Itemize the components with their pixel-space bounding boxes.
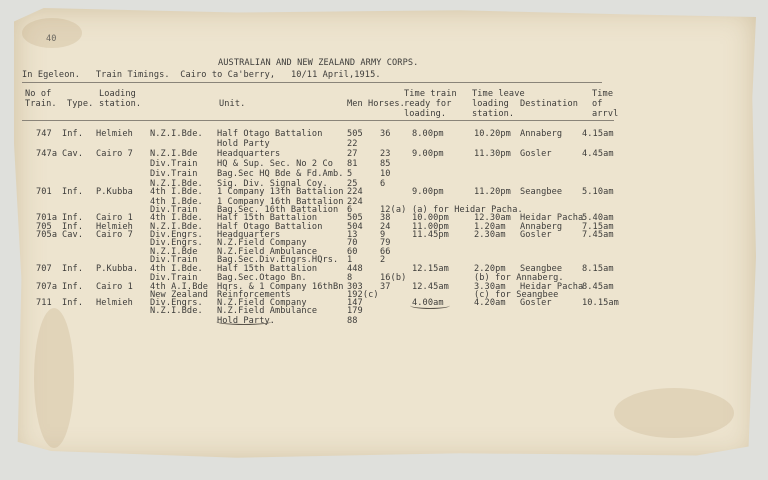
col-no-of-train: No of Train. [25,89,57,109]
cell-men: 192(c) [347,290,379,300]
cell-brigade: 4th I.Bde. [150,264,203,274]
cell-unit: Headquarters [217,230,281,240]
cell-type: Inf. [62,129,84,139]
cell-train: 705a [36,230,58,240]
cell-men: 448 [347,264,363,274]
col-destination: Destination [520,99,579,109]
cell-type: Cav. [62,149,84,159]
cell-horses: 2 [380,255,386,265]
cell-men: 27 [347,149,358,159]
col-horses: Horses. [368,99,405,109]
cell-horses: 79 [380,238,391,248]
cell-leave: 4.20am [474,298,506,308]
cell-arrival: 10.15am [582,298,619,308]
cell-unit: Half Otago Battalion [217,129,323,139]
cell-station: Cairo 1 [96,282,133,292]
cell-men: 70 [347,238,358,248]
cell-unit: Half 15th Battalion [217,264,318,274]
cell-station: Cairo 1 [96,213,133,223]
cell-train: 701a [36,213,58,223]
cell-station: P.Kubba [96,187,133,197]
col-loading-station: Loading station. [99,89,142,109]
cell-brigade: N.Z.I.Bde [150,149,198,159]
cell-horses: 36 [380,129,391,139]
cell-destination: Seangbee [520,187,563,197]
cell-brigade: Div.Engrs. [150,298,203,308]
cell-brigade: 4th I.Bde. [150,197,203,207]
cell-train: 707 [36,264,52,274]
cell-men: 147 [347,298,363,308]
cell-ready: 10.00pm [412,213,449,223]
cell-men: 88 [347,316,358,326]
cell-leave: (b) for Annaberg. [474,273,564,283]
cell-horses: 16(b) [380,273,407,283]
cell-brigade: New Zealand [150,290,209,300]
cell-unit: N.Z.Field Company [217,238,307,248]
cell-unit: Hqrs. & 1 Company 16thBn [217,282,344,292]
cell-station: Helmieh [96,298,133,308]
cell-unit: Bag.Sec.Div.Engrs.HQrs. [217,255,339,265]
cell-horses: 38 [380,213,391,223]
header-rule [22,82,602,83]
cell-brigade: Div.Train [150,159,198,169]
cell-destination: Heidar Pacha [520,213,584,223]
cell-men: 1 [347,255,353,265]
cell-brigade: Div.Engrs. [150,238,203,248]
cell-unit: 1 Company 13th Battalion [217,187,344,197]
cell-unit: Reinforcements [217,290,291,300]
cell-unit: HQ & Sup. Sec. No 2 Co [217,159,334,169]
document-subtitle: In Egeleon. Train Timings. Cairo to Ca'berry, 10/11 April,1915. [22,70,381,80]
cell-destination: Annaberg [520,222,563,232]
cell-unit: N.Z.Field Ambulance [217,306,318,316]
corner-note: 40 [46,34,57,44]
cell-men: 13 [347,230,358,240]
cell-unit: Bag.Sec. 16th Battalion [217,205,339,215]
cell-train: 705 [36,222,52,232]
cell-brigade: Div.Train [150,169,198,179]
cell-horses: 66 [380,247,391,257]
cell-brigade: Div.Engrs. [150,230,203,240]
cell-men: 81 [347,159,358,169]
cell-arrival: 5.10am [582,187,614,197]
cell-arrival: 4.15am [582,129,614,139]
col-time-leave: Time leave loading station. [472,89,525,119]
cell-type: Inf. [62,213,84,223]
cell-type: Inf. [62,187,84,197]
cell-ready: 4.00am [412,298,444,308]
cell-destination: Gosler [520,298,552,308]
cell-arrival: 7.15am [582,222,614,232]
cell-men: 8 [347,273,353,283]
cell-leave: 12.30am [474,213,511,223]
cell-men: 6 [347,205,353,215]
time-underline [410,302,450,309]
cell-unit: Half 15th Battalion [217,213,318,223]
cell-arrival: 7.45am [582,230,614,240]
column-header-rule [22,120,614,121]
cell-destination: Gosler [520,230,552,240]
cell-train: 701 [36,187,52,197]
cell-destination: Annaberg [520,129,563,139]
cell-unit: Headquarters [217,149,281,159]
cell-arrival: 4.45am [582,149,614,159]
cell-unit: Half Otago Battalion [217,222,323,232]
cell-leave: 2.20pm [474,264,506,274]
cell-leave: 11.20pm [474,187,511,197]
cell-men: 224 [347,187,363,197]
cell-men: 25 [347,179,358,189]
cell-unit: Hold Party. [217,316,276,326]
cell-station: P.Kubba. [96,264,139,274]
cell-leave: 3.30am [474,282,506,292]
cell-type: Inf. [62,222,84,232]
cell-unit: Bag.Sec HQ Bde & Fd.Amb. [217,169,344,179]
cell-horses: 10 [380,169,391,179]
cell-arrival: 8.15am [582,264,614,274]
cell-destination: Heidar Pacha [520,282,584,292]
cell-brigade: N.Z.I.Bde [150,247,198,257]
cell-unit: Bag.Sec.Otago Bn. [217,273,307,283]
cell-men: 303 [347,282,363,292]
cell-station: Helmieh [96,222,133,232]
cell-men: 5 [347,169,353,179]
cell-ready: 12.45am [412,282,449,292]
cell-men: 505 [347,129,363,139]
cell-destination: Seangbee [520,264,563,274]
cell-leave: 10.20pm [474,129,511,139]
cell-brigade: N.Z.I.Bde. [150,306,203,316]
cell-brigade: N.Z.I.Bde. [150,222,203,232]
cell-leave: (c) for Seangbee [474,290,559,300]
cell-ready: 9.00pm [412,149,444,159]
cell-brigade: Div.Train [150,255,198,265]
cell-unit: 1 Company 16th Battalion [217,197,344,207]
cell-station: Cairo 7 [96,230,133,240]
cell-destination: Gosler [520,149,552,159]
cell-train: 747a [36,149,58,159]
stain-left [34,308,74,448]
cell-brigade: 4th I.Bde. [150,187,203,197]
cell-horses: 37 [380,282,391,292]
col-time-arrival: Time of arrvl [592,89,619,119]
cell-train: 711 [36,298,52,308]
cell-men: 505 [347,213,363,223]
cell-leave: 2.30am [474,230,506,240]
col-time-ready: Time train ready for loading. [404,89,457,119]
cell-horses: 6 [380,179,386,189]
cell-unit: Hold Party [217,139,270,149]
cell-men: 22 [347,139,358,149]
cell-brigade: Div.Train [150,273,198,283]
cell-station: Cairo 7 [96,149,133,159]
cell-brigade: Div.Train [150,205,198,215]
cell-leave: 11.30pm [474,149,511,159]
cell-ready: (a) for Heidar Pacha. [412,205,523,215]
col-unit: Unit. [219,99,246,109]
cell-train: 707a [36,282,58,292]
cell-ready: 8.00pm [412,129,444,139]
cell-unit: N.Z.Field Ambulance [217,247,318,257]
cell-ready: 9.00pm [412,187,444,197]
cell-type: Inf. [62,282,84,292]
cell-arrival: 5.40am [582,213,614,223]
document-title: AUSTRALIAN AND NEW ZEALAND ARMY CORPS. [218,58,419,68]
cell-brigade: N.Z.I.Bde. [150,129,203,139]
cell-brigade: 4th I.Bde. [150,213,203,223]
col-men: Men [347,99,363,109]
cell-unit: Sig. Div. Signal Coy. [217,179,328,189]
cell-arrival: 8.45am [582,282,614,292]
cell-type: Cav. [62,230,84,240]
cell-horses: 85 [380,159,391,169]
cell-men: 60 [347,247,358,257]
cell-station: Helmieh [96,129,133,139]
cell-ready: 11.45pm [412,230,449,240]
cell-horses: 12(a) [380,205,407,215]
cell-horses: 24 [380,222,391,232]
cell-men: 504 [347,222,363,232]
cell-train: 747 [36,129,52,139]
cell-men: 224 [347,197,363,207]
cell-type: Inf. [62,298,84,308]
hold-party-underline [216,318,272,325]
cell-ready: 11.00pm [412,222,449,232]
cell-men: 179 [347,306,363,316]
cell-brigade: N.Z.I.Bde. [150,179,203,189]
cell-leave: 1.20am [474,222,506,232]
col-type: Type. [67,99,94,109]
cell-type: Inf. [62,264,84,274]
cell-unit: N.Z.Field Company [217,298,307,308]
cell-horses: 23 [380,149,391,159]
cell-brigade: 4th A.I.Bde [150,282,209,292]
stain-bottom-right [614,388,734,438]
cell-ready: 12.15am [412,264,449,274]
cell-horses: 9 [380,230,386,240]
